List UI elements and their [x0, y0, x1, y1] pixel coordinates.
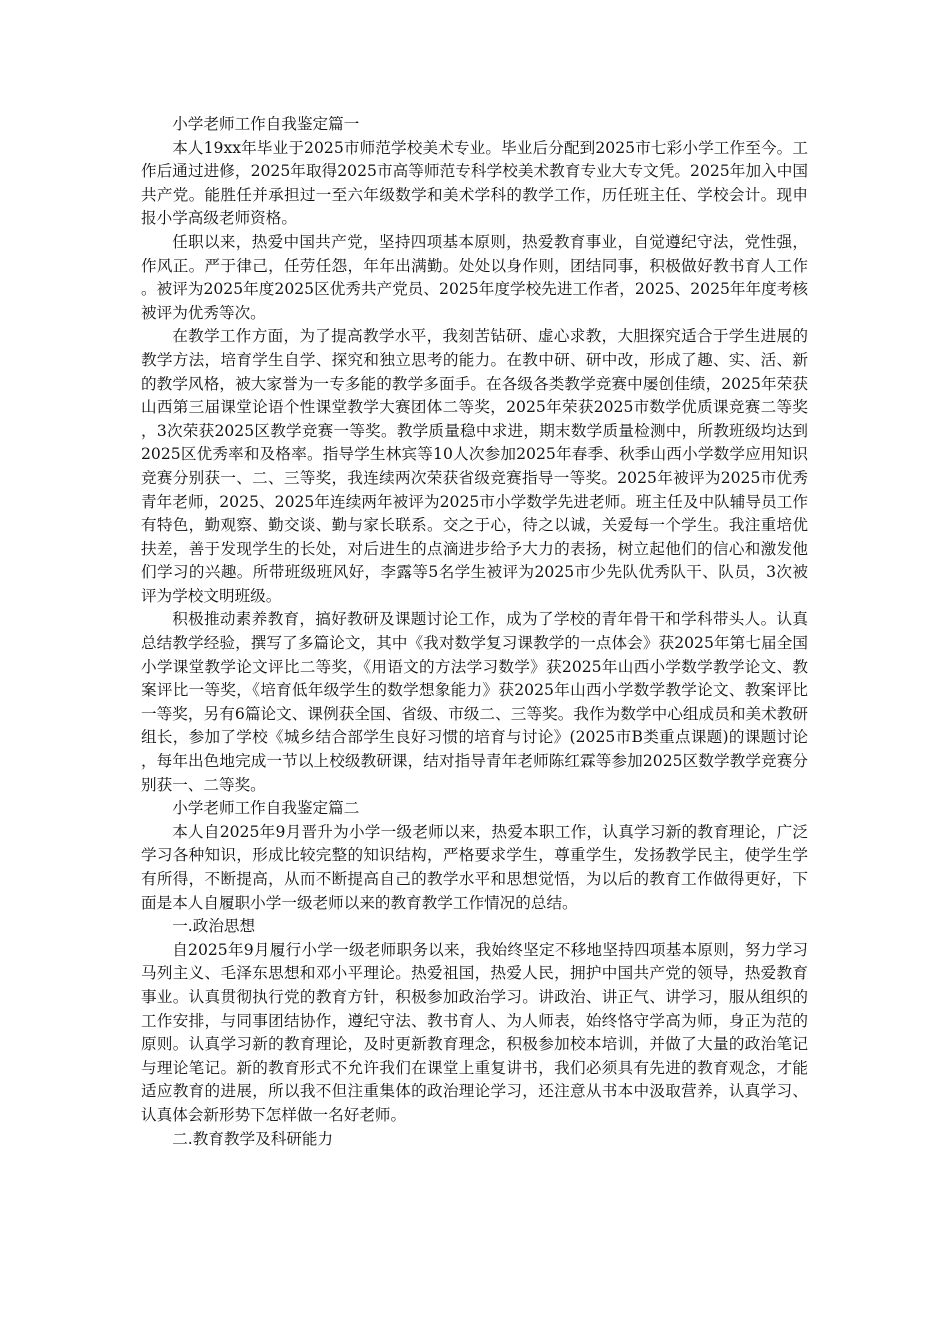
paragraph: 自2025年9月履行小学一级老师职务以来，我始终坚定不移地坚持四项基本原则，努力学习马列主义、毛泽东思想和邓小平理论。热爱祖国，热爱人民，拥护中国共产党的领导，热爱教育事业。认真贯彻执行党的教育方针，积极参加政治学习。讲政治、讲正气、讲学习，服从组织的工作安排，与同事团结协作，遵纪守法、教书育人、为人师表，始终恪守学高为师，身正为范的原则。认真学习新的教育理论，及时更新教育理念，积极参加校本培训，并做了大量的政治笔记与理论笔记。新的教育形式不允许我们在课堂上重复讲书，我们必须具有先进的教育观念，才能适应教育的进展，所以我不但注重集体的政治理论学习，还注意从书本中汲取营养，认真学习、认真体会新形势下怎样做一名好老师。	[141, 940, 808, 1124]
paragraph: 本人19xx年毕业于2025市师范学校美术专业。毕业后分配到2025市七彩小学工作至今。工作后通过进修，2025年取得2025市高等师范专科学校美术教育专业大专文凭。2025年加入中国共产党。能胜任并承担过一至六年级数学和美术学科的教学工作，历任班主任、学校会计。现申报小学高级老师资格。	[141, 138, 808, 228]
section-title-1: 小学老师工作自我鉴定篇一	[172, 115, 360, 133]
paragraph: 积极推动素养教育，搞好教研及课题讨论工作，成为了学校的青年骨干和学科带头人。认真总结教学经验，撰写了多篇论文，其中《我对数学复习课教学的一点体会》获2025年第七届全国小学课堂教学论文评比二等奖，《用语文的方法学习数学》获2025年山西小学数学教学论文、教案评比一等奖，《培育低年级学生的数学想象能力》获2025年山西小学数学教学论文、教案评比一等奖，另有6篇论文、课例获全国、省级、市级二、三等奖。我作为数学中心组成员和美术教研组长，参加了学校《城乡结合部学生良好习惯的培育与讨论》(2025市B类重点课题)的课题讨论，每年出色地完成一节以上校级教研课，结对指导青年老师陈红霖等参加2025区数学教学竞赛分别获一、二等奖。	[141, 610, 808, 794]
paragraph: 在教学工作方面，为了提高教学水平，我刻苦钻研、虚心求教，大胆探究适合于学生进展的教学方法，培育学生自学、探究和独立思考的能力。在教中研、研中改，形成了趣、实、活、新的教学风格，被大家誉为一专多能的教学多面手。在各级各类教学竞赛中屡创佳绩，2025年荣获山西第三届课堂论语个性课堂教学大赛团体二等奖，2025年荣获2025市数学优质课竞赛二等奖，3次荣获2025区教学竞赛一等奖。教学质量稳中求进，期末数学质量检测中，所教班级均达到2025区优秀率和及格率。指导学生林宾等10人次参加2025年春季、秋季山西小学数学应用知识竞赛分别获一、二、三等奖，我连续两次荣获省级竞赛指导一等奖。2025年被评为2025市优秀青年老师，2025、2025年连续两年被评为2025市小学数学先进老师。班主任及中队辅导员工作有特色，勤观察、勤交谈、勤与家长联系。交之于心，待之以诚，关爱每一个学生。我注重培优扶差，善于发现学生的长处，对后进生的点滴进步给予大力的表扬，树立起他们的信心和激发他们学习的兴趣。所带班级班风好，李露等5名学生被评为2025市少先队优秀队干、队员，3次被评为学校文明班级。	[141, 327, 808, 605]
section-title-2: 小学老师工作自我鉴定篇二	[172, 799, 360, 818]
paragraph: 任职以来，热爱中国共产党，坚持四项基本原则，热爱教育事业，自觉遵纪守法，党性强，作风正。严于律己，任劳任怨，年年出满勤。处处以身作则，团结同事，积极做好教书育人工作。被评为2025年度2025区优秀共产党员、2025年度学校先进工作者，2025、2025年年度考核被评为优秀等次。	[141, 232, 808, 322]
paragraph: 本人自2025年9月晋升为小学一级老师以来，热爱本职工作，认真学习新的教育理论，广泛学习各种知识，形成比较完整的知识结构，严格要求学生，尊重学生，发扬教学民主，使学生学有所得，不断提高，从而不断提高自己的教学水平和思想觉悟，为以后的教育工作做得更好，下面是本人自履职小学一级老师以来的教育教学工作情况的总结。	[141, 822, 808, 912]
subheading-teaching: 二.教育教学及科研能力	[172, 1129, 334, 1148]
subheading-politics: 一.政治思想	[172, 917, 256, 936]
document-body	[141, 113, 808, 1151]
